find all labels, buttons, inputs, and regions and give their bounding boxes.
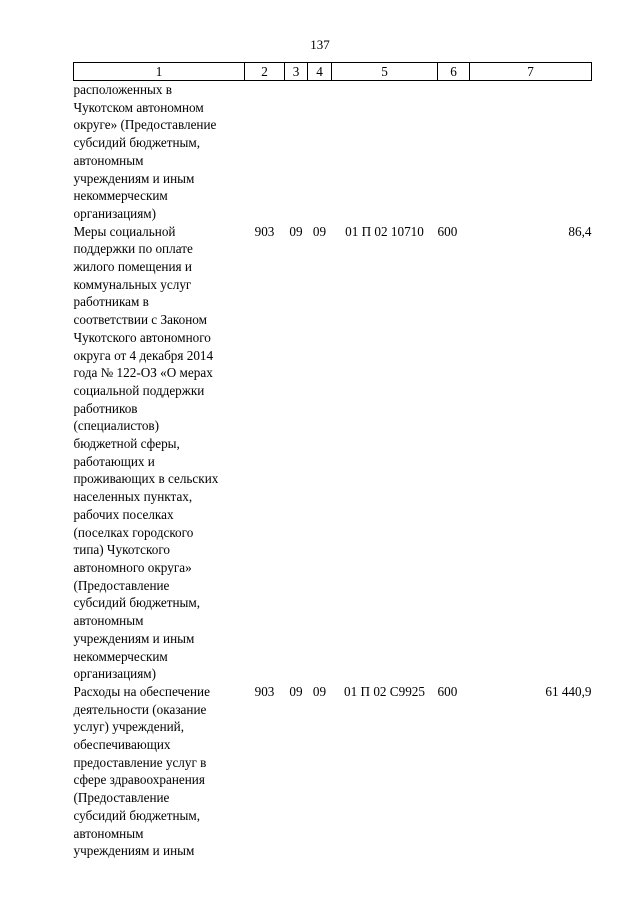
name-line: Меры социальной <box>73 223 176 239</box>
name-line: бюджетной сферы, <box>73 436 180 452</box>
budget-table <box>73 62 592 860</box>
name-line: Чукотского автономного <box>73 329 211 345</box>
name-line: предоставление услуг в <box>73 754 207 770</box>
table-row <box>74 683 592 860</box>
cell-target-article: 01 П 02 С9925 <box>344 683 425 699</box>
cell-grbs: 903 <box>254 683 275 699</box>
cell-name <box>74 683 245 860</box>
col-header-7: 7 <box>470 63 592 81</box>
name-line: жилого помещения и <box>73 259 192 275</box>
cell-amount <box>470 81 592 223</box>
cell-target-article: 01 П 02 10710 <box>345 223 424 239</box>
col-header-6: 6 <box>438 63 470 81</box>
name-line: поддержки по оплате <box>73 241 193 257</box>
cell-grbs: 903 <box>254 223 275 239</box>
name-line: проживающих в сельских <box>73 471 219 487</box>
cell-amount: 61 440,9 <box>545 683 592 699</box>
name-line: Расходы на обеспечение <box>73 683 210 699</box>
name-line: (Предоставление <box>73 790 170 806</box>
name-line: сфере здравоохранения <box>73 772 205 788</box>
page-number: 137 <box>310 37 330 52</box>
col-header-1: 1 <box>74 63 245 81</box>
cell-amount: 86,4 <box>568 223 592 239</box>
name-line: субсидий бюджетным, <box>73 807 201 823</box>
name-line: коммунальных услуг <box>73 276 192 292</box>
name-line: автономным <box>73 613 144 629</box>
name-line: организациям) <box>73 666 157 682</box>
col-header-4: 4 <box>308 63 332 81</box>
name-line: рабочих поселках <box>73 506 174 522</box>
name-line: услуг) учреждений, <box>73 719 185 735</box>
table-row <box>74 223 592 683</box>
name-line: (Предоставление <box>73 577 170 593</box>
cell-section: 09 <box>289 683 303 699</box>
header-row <box>74 63 592 81</box>
cell-expense-type <box>438 81 470 223</box>
name-line: автономным <box>73 825 144 841</box>
name-line: года № 122-ОЗ «О мерах <box>73 365 213 381</box>
cell-subsection: 09 <box>312 223 327 239</box>
name-line: некоммерческим <box>73 188 168 204</box>
name-line: учреждениям и иным <box>73 843 195 859</box>
col-header-5: 5 <box>332 63 438 81</box>
name-line: работникам в <box>73 294 149 310</box>
cell-expense-type: 600 <box>437 223 458 239</box>
name-line: округе» (Предоставление <box>73 117 217 133</box>
name-line: субсидий бюджетным, <box>73 595 201 611</box>
name-line: Чукотском автономном <box>73 99 204 115</box>
name-line: расположенных в <box>73 82 173 97</box>
name-line: социальной поддержки <box>73 382 205 398</box>
name-line: деятельности (оказание <box>73 701 207 717</box>
name-line: некоммерческим <box>73 648 168 664</box>
name-line: населенных пунктах, <box>73 489 193 505</box>
name-line: обеспечивающих <box>73 737 171 753</box>
name-line: учреждениям и иным <box>73 630 195 646</box>
name-line: работников <box>73 400 138 416</box>
cell-subsection <box>308 81 332 223</box>
table-body <box>74 81 592 860</box>
cell-grbs <box>245 81 285 223</box>
col-header-2: 2 <box>245 63 285 81</box>
name-line: (поселках городского <box>73 524 194 540</box>
name-line: типа) Чукотского <box>73 542 171 558</box>
cell-name <box>74 81 245 223</box>
cell-expense-type: 600 <box>437 683 458 699</box>
col-header-3: 3 <box>285 63 308 81</box>
name-line: учреждениям и иным <box>73 170 195 186</box>
cell-subsection: 09 <box>312 683 327 699</box>
cell-name <box>74 223 245 683</box>
cell-section <box>285 81 308 223</box>
name-line: (специалистов) <box>73 418 160 434</box>
name-line: организациям) <box>73 205 157 221</box>
name-line: соответствии с Законом <box>73 312 207 328</box>
name-line: работающих и <box>73 453 155 469</box>
name-line: автономного округа» <box>73 559 192 575</box>
name-line: автономным <box>73 152 144 168</box>
name-line: субсидий бюджетным, <box>73 135 201 151</box>
table-row <box>74 81 592 223</box>
cell-target-article <box>332 81 438 223</box>
name-line: округа от 4 декабря 2014 <box>73 347 214 363</box>
cell-section: 09 <box>289 223 303 239</box>
